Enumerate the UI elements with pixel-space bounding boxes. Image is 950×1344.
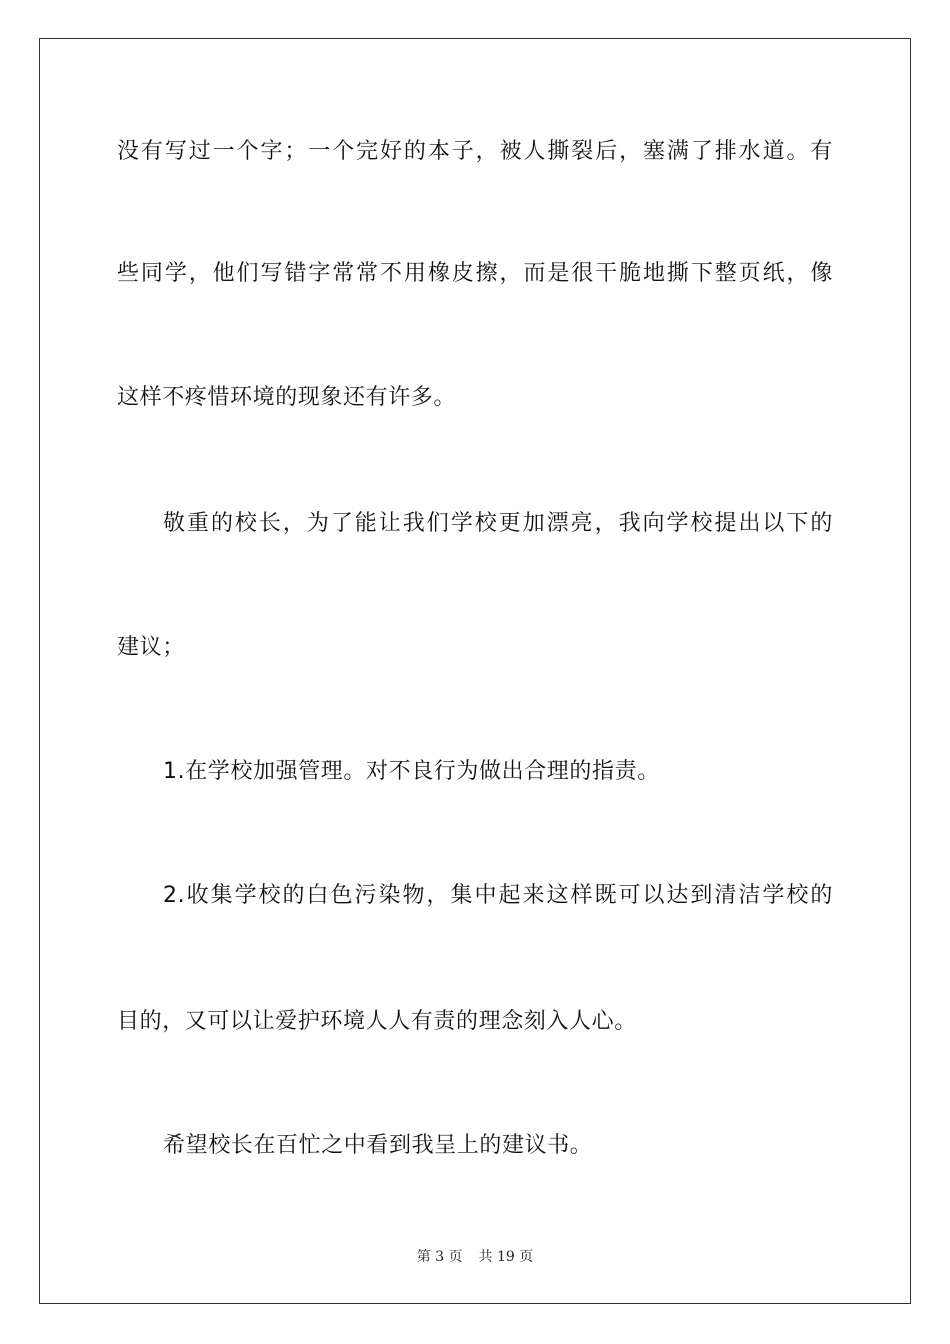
- body-line-4: 敬重的校长，为了能让我们学校更加漂亮，我向学校提出以下的: [163, 511, 833, 536]
- page-number: 第 3 页: [416, 1249, 463, 1265]
- list-item-1: 1.在学校加强管理。对不良行为做出合理的指责。: [163, 759, 660, 784]
- page-total: 共 19 页: [478, 1249, 534, 1265]
- body-line-8: 目的，又可以让爱护环境人人有责的理念刻入人心。: [117, 1009, 637, 1034]
- page-footer: [0, 1248, 950, 1266]
- list-item-2: 2.收集学校的白色污染物，集中起来这样既可以达到清洁学校的: [163, 883, 833, 908]
- body-line-1: 没有写过一个字；一个完好的本子，被人撕裂后，塞满了排水道。有: [117, 139, 833, 164]
- page-border: [39, 38, 911, 1304]
- body-line-5: 建议；: [117, 635, 185, 660]
- body-line-2: 些同学，他们写错字常常不用橡皮擦，而是很干脆地撕下整页纸，像: [117, 261, 833, 286]
- body-line-9: 希望校长在百忙之中看到我呈上的建议书。: [163, 1133, 593, 1158]
- body-line-3: 这样不疼惜环境的现象还有许多。: [117, 385, 457, 410]
